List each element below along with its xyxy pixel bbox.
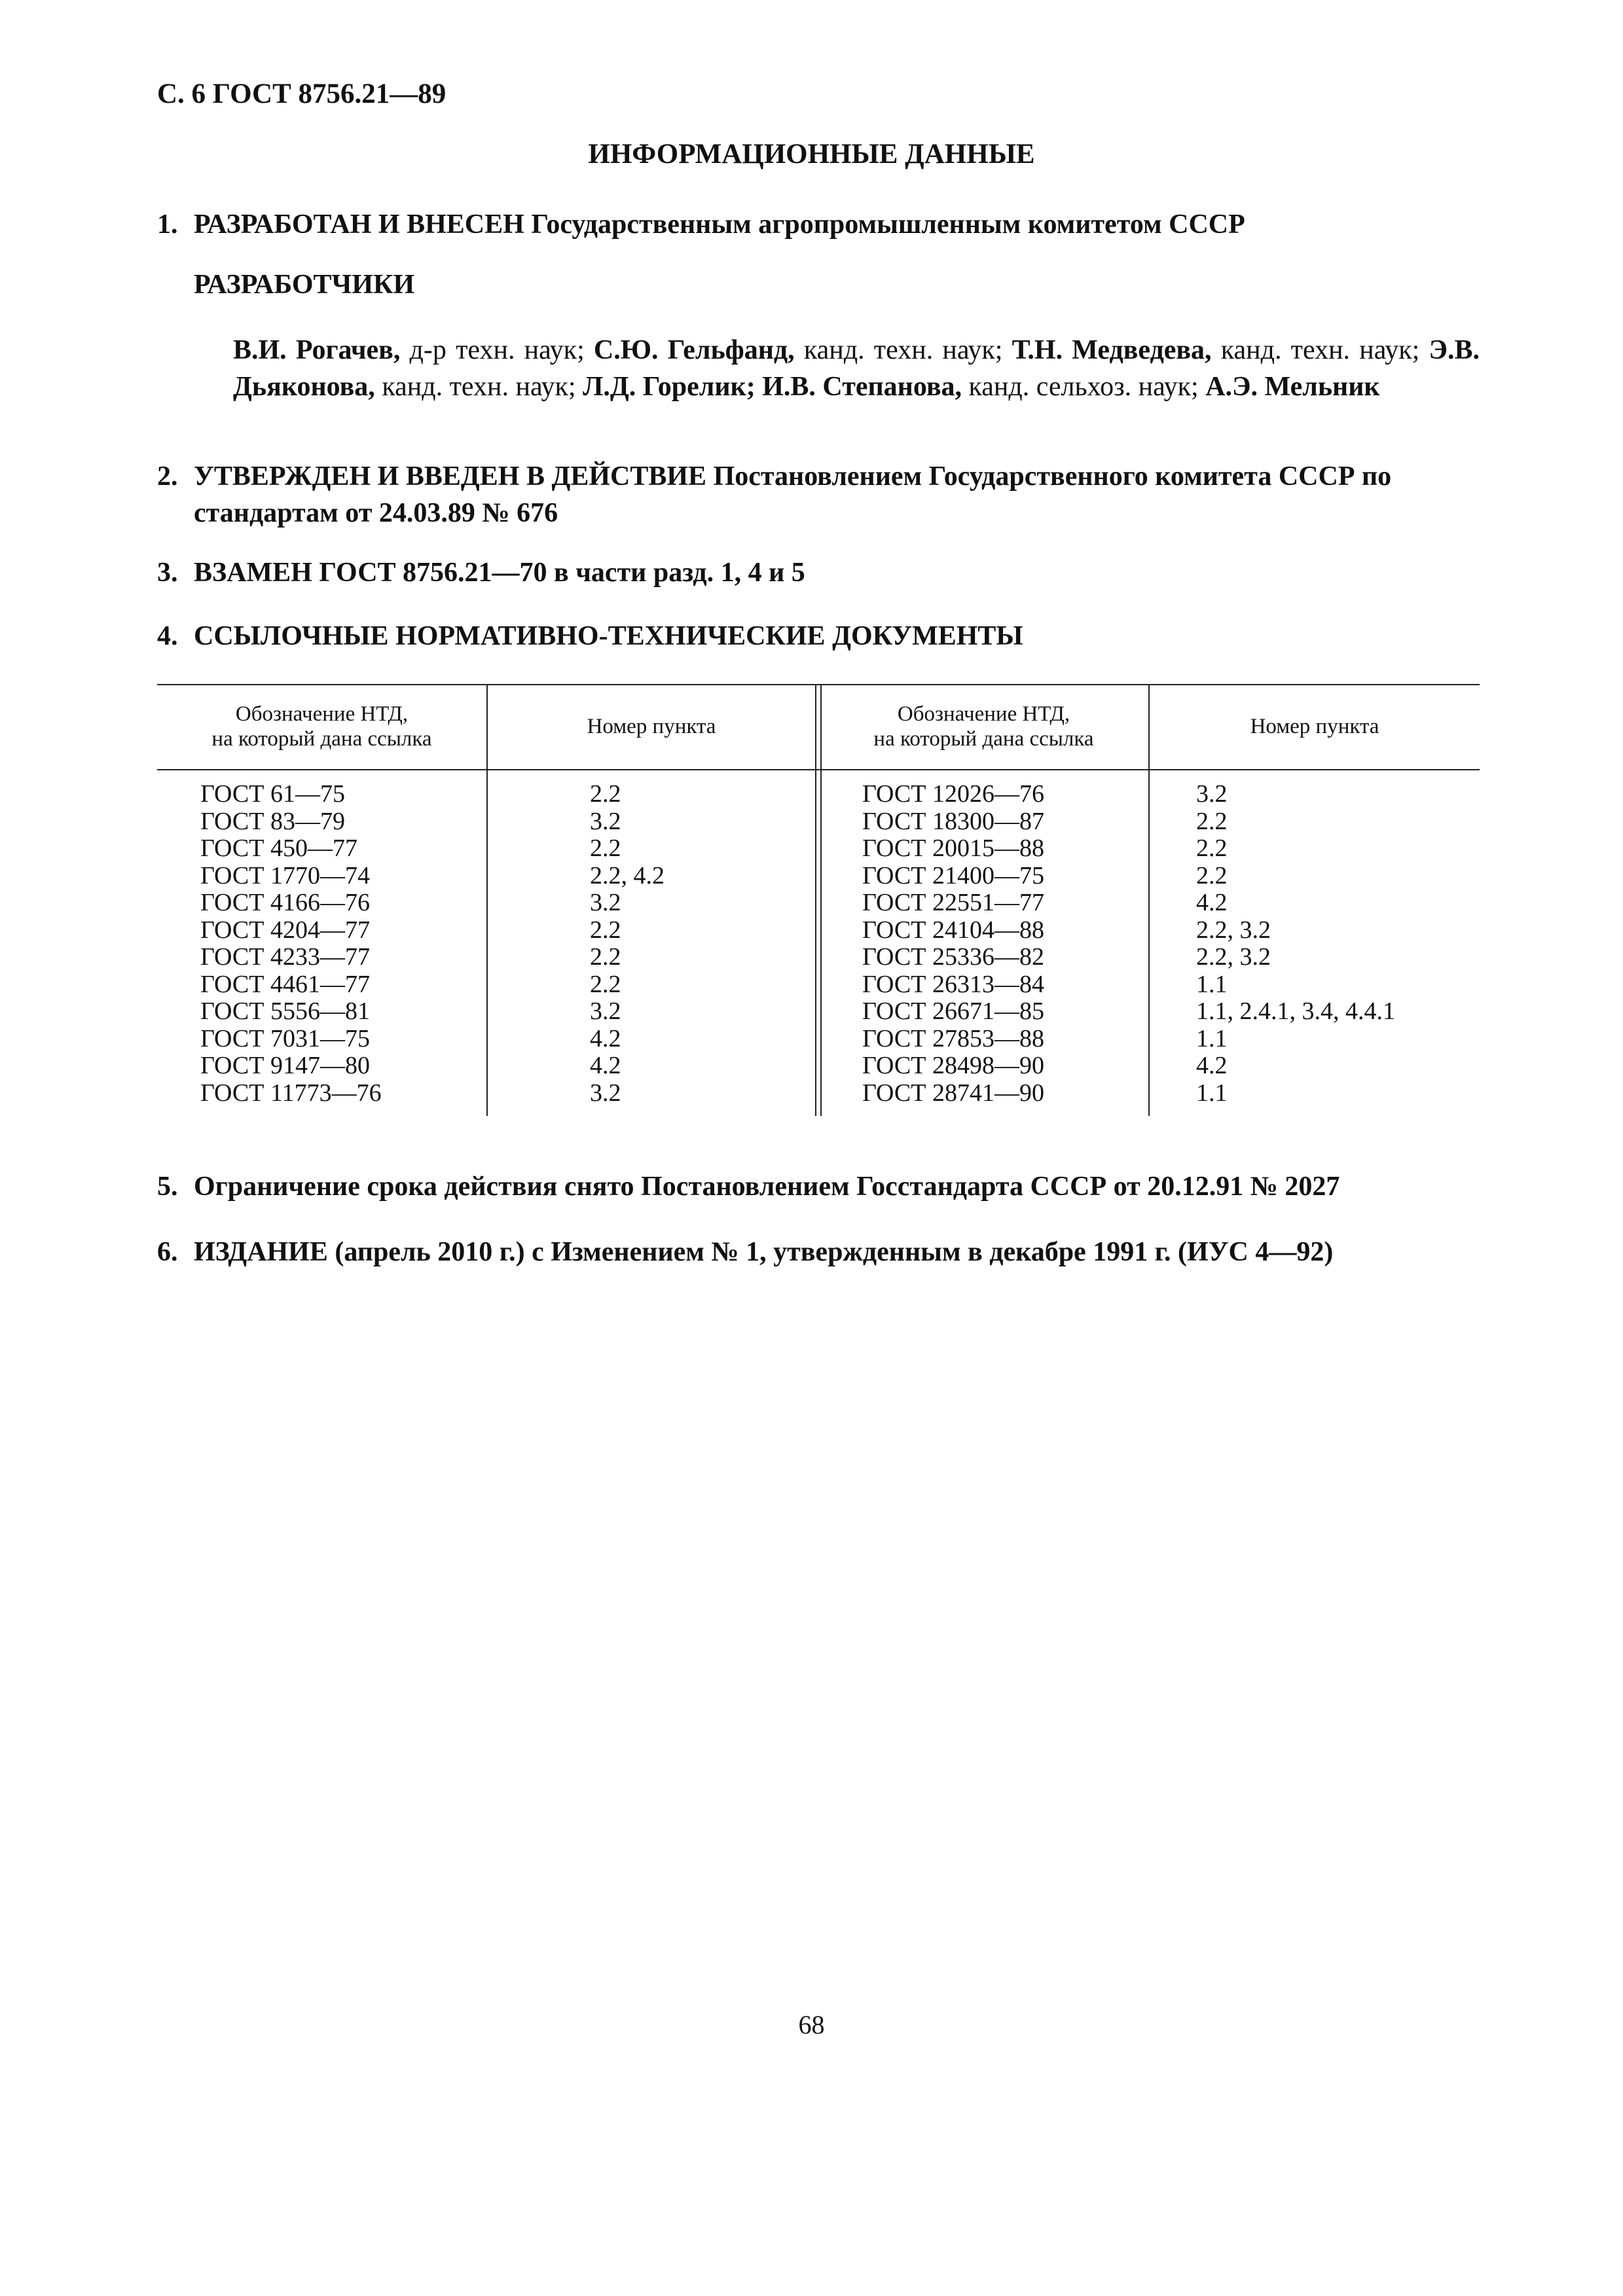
table-cell-doc: ГОСТ 83—79	[200, 807, 345, 835]
info-item-1	[157, 206, 1480, 243]
table-cell-clause: 2.2	[590, 943, 621, 971]
table-cell-doc: ГОСТ 21400—75	[862, 861, 1044, 889]
developers-list	[233, 332, 1480, 405]
developer-degree: канд. сельхоз. наук;	[962, 372, 1206, 402]
developer-degree: канд. техн. наук;	[374, 372, 583, 402]
table-cell-clause: 3.2	[590, 997, 621, 1025]
table-cell-clause: 3.2	[1196, 780, 1228, 808]
page-title: ИНФОРМАЦИОННЫЕ ДАННЫЕ	[588, 139, 1035, 170]
item-number: 2.	[157, 461, 178, 492]
item-text: Ограничение срока действия снято Постановлением Госстандарта СССР от 20.12.91 № 2027	[194, 1172, 1340, 1202]
header-clause-left: Номер пункта	[587, 715, 716, 738]
item-text	[194, 458, 1480, 531]
item-number: 1.	[157, 209, 178, 240]
developer-degree: д-р техн. наук;	[400, 335, 594, 365]
column-doc-right	[862, 781, 1044, 1107]
info-item-4	[157, 618, 1480, 655]
developer-name: В.И. Рогачев,	[233, 335, 401, 365]
developer-name: Э.В. Дьяконова,	[233, 335, 1480, 402]
table-cell-clause: 1.1, 2.4.1, 3.4, 4.4.1	[1196, 997, 1395, 1025]
table-cell-clause: 2.2	[1196, 834, 1228, 862]
table-cell-doc: ГОСТ 18300—87	[862, 807, 1044, 835]
item-text: ИЗДАНИЕ (апрель 2010 г.) с Изменением № 1, утвержденным в декабре 1991 г. (ИУС 4—92)	[194, 1237, 1334, 1267]
table-cell-clause: 2.2	[1196, 807, 1228, 835]
table-cell-clause: 3.2	[590, 807, 621, 835]
developer-degree: канд. техн. наук;	[1211, 335, 1429, 365]
table-cell-doc: ГОСТ 9147—80	[200, 1052, 370, 1079]
item-number: 4.	[157, 621, 178, 651]
table-cell-clause: 1.1	[1196, 1024, 1228, 1052]
item-text	[194, 206, 1480, 243]
table-cell-doc: ГОСТ 4166—76	[200, 889, 370, 916]
table-cell-clause: 2.2	[590, 780, 621, 808]
table-cell-doc: ГОСТ 4461—77	[200, 970, 370, 998]
table-cell-doc: ГОСТ 28498—90	[862, 1052, 1044, 1079]
table-cell-doc: ГОСТ 26671—85	[862, 997, 1044, 1025]
table-cell-doc: ГОСТ 22551—77	[862, 889, 1044, 916]
table-cell-doc: ГОСТ 28741—90	[862, 1079, 1044, 1107]
item-lead: УТВЕРЖДЕН И ВВЕДЕН В ДЕЙСТВИЕ	[194, 461, 707, 492]
info-item-5	[157, 1168, 1480, 1205]
column-clause-right	[1196, 781, 1395, 1107]
item-text: ССЫЛОЧНЫЕ НОРМАТИВНО-ТЕХНИЧЕСКИЕ ДОКУМЕНТЫ	[194, 621, 1023, 651]
item-text: ВЗАМЕН ГОСТ 8756.21—70 в части разд. 1, 4 и 5	[194, 558, 805, 588]
table-cell-doc: ГОСТ 27853—88	[862, 1024, 1044, 1052]
table-cell-clause: 2.2	[590, 834, 621, 862]
table-cell-clause: 4.2	[590, 1052, 621, 1079]
page-number: 68	[798, 2010, 825, 2039]
table-cell-clause: 2.2	[590, 916, 621, 944]
header-doc-left: Обозначение НТД, на который дана ссылка	[211, 702, 432, 751]
table-cell-clause: 4.2	[1196, 1052, 1228, 1079]
table-cell-clause: 4.2	[1196, 889, 1228, 916]
table-cell-clause: 2.2, 4.2	[590, 861, 665, 889]
table-cell-clause: 1.1	[1196, 970, 1228, 998]
table-cell-clause: 1.1	[1196, 1079, 1228, 1107]
table-cell-doc: ГОСТ 4233—77	[200, 943, 370, 971]
table-cell-doc: ГОСТ 20015—88	[862, 834, 1044, 862]
header-clause-right: Номер пункта	[1250, 715, 1379, 738]
table-cell-clause: 3.2	[590, 889, 621, 916]
item-number: 3.	[157, 558, 178, 588]
info-item-3	[157, 554, 1480, 591]
column-doc-left	[200, 781, 382, 1107]
item-rest: Государственным агропромышленным комитетом СССР	[524, 209, 1245, 240]
developer-name: А.Э. Мельник	[1205, 372, 1380, 402]
running-head: С. 6 ГОСТ 8756.21—89	[157, 79, 447, 109]
table-cell-doc: ГОСТ 450—77	[200, 834, 357, 862]
developer-name: Т.Н. Медведева,	[1012, 335, 1212, 365]
item-number: 5.	[157, 1172, 178, 1202]
table-cell-doc: ГОСТ 25336—82	[862, 943, 1044, 971]
table-cell-clause: 2.2	[590, 970, 621, 998]
developers-heading: РАЗРАБОТЧИКИ	[194, 270, 415, 300]
table-cell-doc: ГОСТ 4204—77	[200, 916, 370, 944]
info-item-6	[157, 1234, 1480, 1270]
developer-degree: канд. техн. наук;	[794, 335, 1012, 365]
table-cell-doc: ГОСТ 1770—74	[200, 861, 370, 889]
table-cell-doc: ГОСТ 26313—84	[862, 970, 1044, 998]
item-lead: РАЗРАБОТАН И ВНЕСЕН	[194, 209, 524, 240]
table-cell-clause: 2.2, 3.2	[1196, 943, 1271, 971]
column-clause-left	[590, 781, 665, 1107]
table-cell-clause: 2.2, 3.2	[1196, 916, 1271, 944]
developer-name: С.Ю. Гельфанд,	[593, 335, 795, 365]
table-cell-doc: ГОСТ 11773—76	[200, 1079, 382, 1107]
header-doc-right: Обозначение НТД, на который дана ссылка	[873, 702, 1094, 751]
table-cell-doc: ГОСТ 12026—76	[862, 780, 1044, 808]
developer-name: Л.Д. Горелик; И.В. Степанова,	[583, 372, 962, 402]
table-cell-doc: ГОСТ 61—75	[200, 780, 345, 808]
table-cell-clause: 4.2	[590, 1024, 621, 1052]
table-cell-doc: ГОСТ 7031—75	[200, 1024, 370, 1052]
table-cell-doc: ГОСТ 24104—88	[862, 916, 1044, 944]
table-cell-clause: 2.2	[1196, 861, 1228, 889]
item-rest: Постановлением Государственного комитета СССР по стандартам от 24.03.89 № 676	[194, 461, 1392, 528]
item-number: 6.	[157, 1237, 178, 1267]
info-item-2	[157, 458, 1480, 531]
reference-table	[157, 684, 1480, 1116]
table-cell-doc: ГОСТ 5556—81	[200, 997, 370, 1025]
table-cell-clause: 3.2	[590, 1079, 621, 1107]
